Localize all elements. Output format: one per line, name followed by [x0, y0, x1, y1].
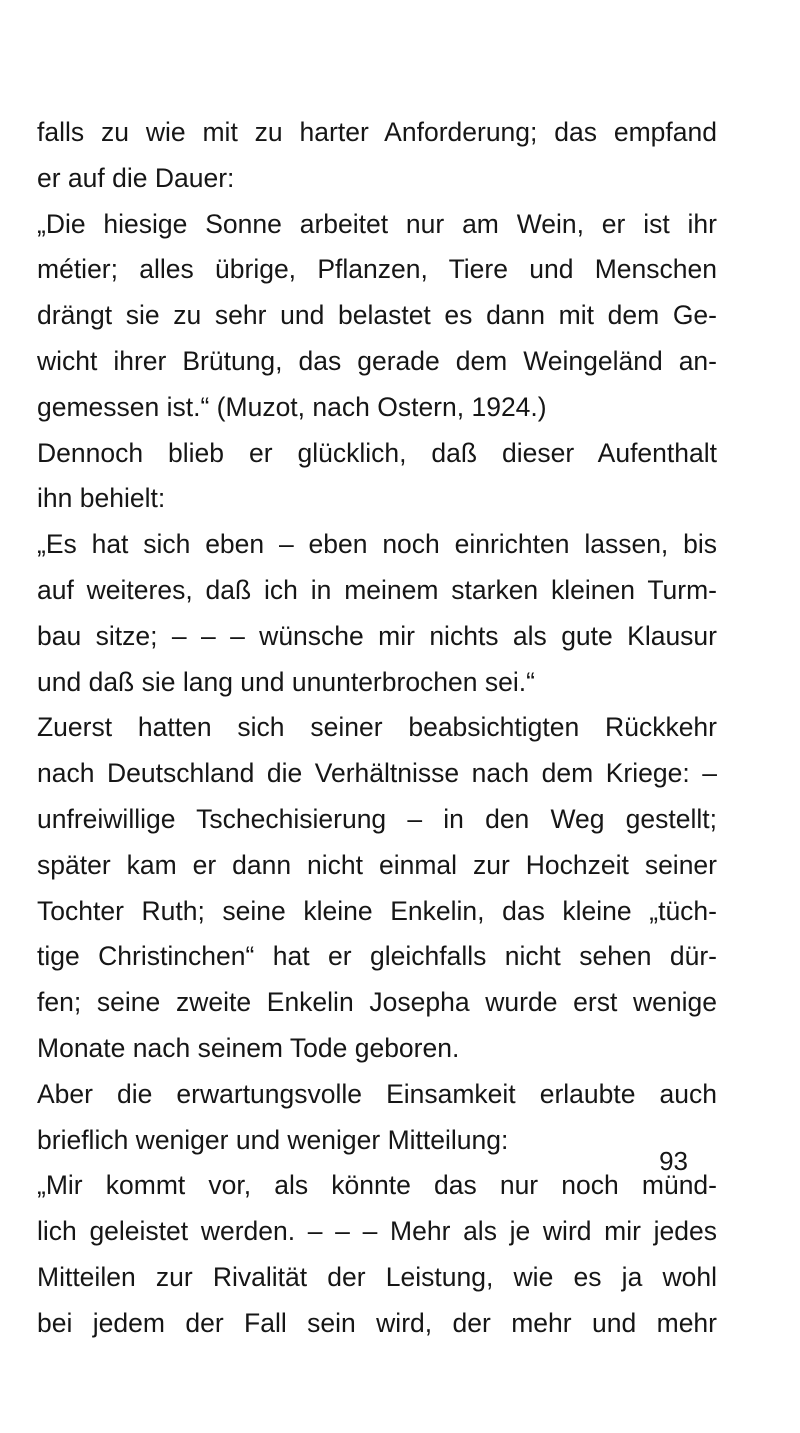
text-line: Aber die erwartungsvolle Einsamkeit erlaubte auch — [37, 1078, 717, 1109]
text-line: falls zu wie mit zu harter Anforderung; das empfand — [37, 117, 717, 147]
text-line: wicht ihrer Brütung, das gerade dem Weingeländ an- — [37, 345, 717, 376]
text-line: tige Christinchen“ hat er gleichfalls nicht sehen dür- — [37, 941, 717, 972]
text-line: lich geleistet werden. – – – Mehr als je wird mir jedes — [37, 1216, 717, 1247]
body-text — [37, 110, 717, 1347]
text-line: er auf die Dauer: — [37, 162, 235, 193]
text-line: später kam er dann nicht einmal zur Hochzeit seiner — [37, 849, 717, 880]
text-line: bei jedem der Fall sein wird, der mehr und mehr — [37, 1307, 717, 1338]
text-line: fen; seine zweite Enkelin Josepha wurde erst wenige — [37, 987, 717, 1018]
text-line: unfreiwillige Tschechisierung – in den Weg gestellt; — [37, 803, 717, 834]
page-number: 93 — [659, 1146, 688, 1176]
text-line: brieflich weniger und weniger Mitteilung: — [37, 1124, 509, 1155]
text-line: nach Deutschland die Verhältnisse nach dem Kriege: – — [37, 758, 717, 789]
text-line: Tochter Ruth; seine kleine Enkelin, das kleine „tüch- — [37, 895, 717, 926]
text-line: auf weiteres, daß ich in meinem starken kleinen Turm- — [37, 574, 717, 605]
text-line: Monate nach seinem Tode geboren. — [37, 1032, 460, 1063]
text-line: métier; alles übrige, Pflanzen, Tiere und Menschen — [37, 254, 717, 285]
text-line: drängt sie zu sehr und belastet es dann mit dem Ge- — [37, 300, 717, 331]
text-line: gemessen ist.“ (Muzot, nach Ostern, 1924.) — [37, 391, 547, 422]
text-line: und daß sie lang und ununterbrochen sei.“ — [37, 666, 535, 697]
text-line: „Die hiesige Sonne arbeitet nur am Wein, er ist ihr — [37, 208, 717, 239]
text-line: Mitteilen zur Rivalität der Leistung, wie es ja wohl — [37, 1261, 717, 1292]
text-line: bau sitze; – – – wünsche mir nichts als gute Klausur — [37, 620, 717, 651]
text-line: „Es hat sich eben – eben noch einrichten lassen, bis — [37, 529, 717, 560]
text-line: Zuerst hatten sich seiner beabsichtigten Rückkehr — [37, 712, 717, 743]
text-line: ihn behielt: — [37, 483, 166, 514]
text-line: „Mir kommt vor, als könnte das nur noch münd- — [37, 1170, 717, 1201]
text-line: Dennoch blieb er glücklich, daß dieser Aufenthalt — [37, 437, 717, 468]
